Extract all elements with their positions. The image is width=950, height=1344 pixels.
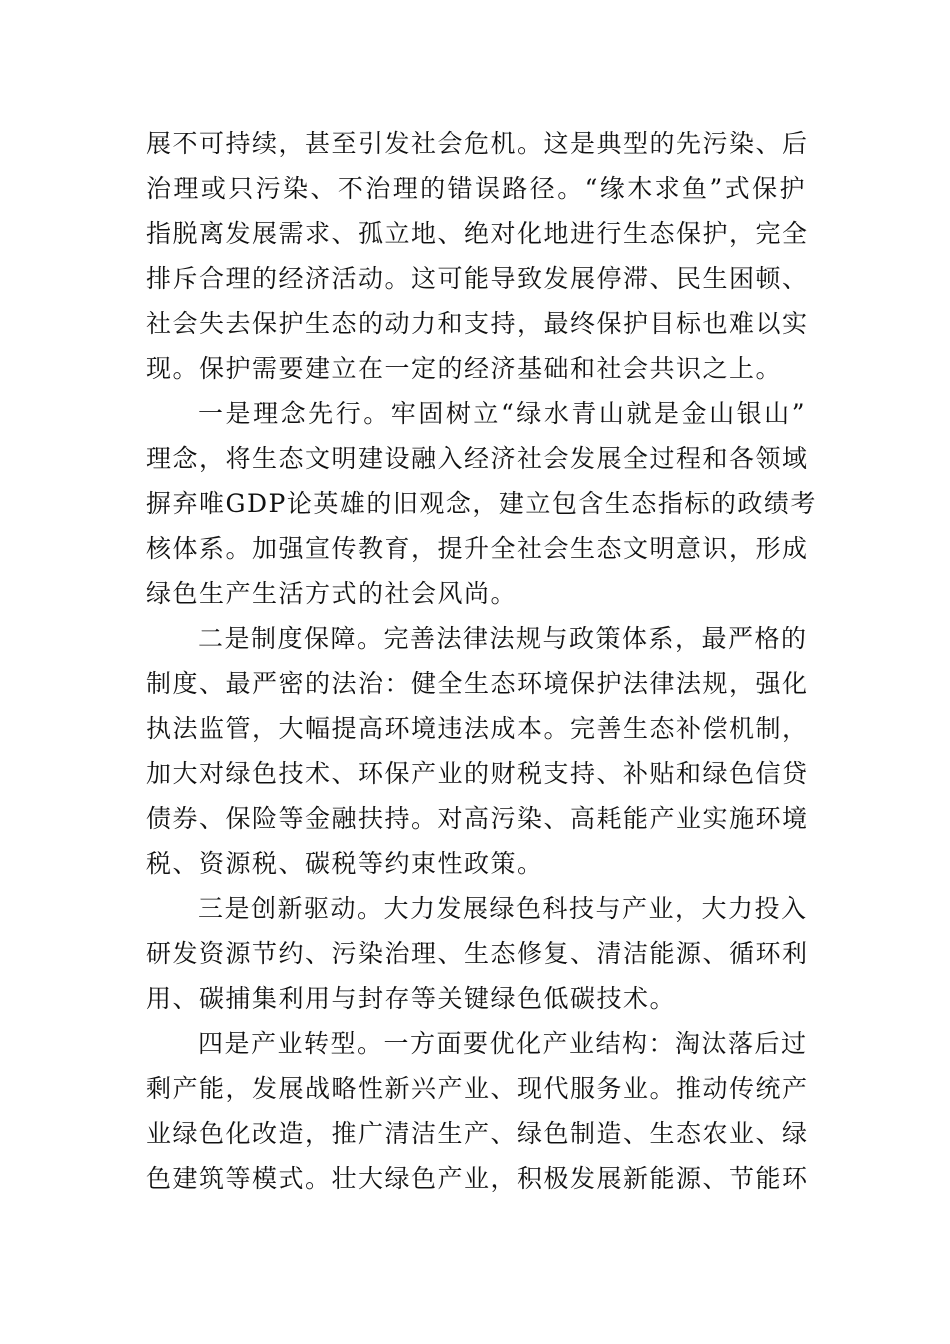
text-line: 研发资源节约、污染治理、生态修复、清洁能源、循环利: [146, 939, 809, 968]
text-line: 排斥合理的经济活动。这可能导致发展停滞、民生困顿、: [146, 264, 809, 293]
paragraph: [146, 121, 809, 391]
document-body: [146, 121, 817, 1201]
text-line: 制度、最严密的法治：健全生态环境保护法律法规，强化: [146, 669, 809, 698]
text-line: 现。保护需要建立在一定的经济基础和社会共识之上。: [146, 354, 783, 383]
text-line: 用、碳捕集利用与封存等关键绿色低碳技术。: [146, 984, 677, 1013]
paragraph: [146, 1021, 809, 1201]
text-line: 债券、保险等金融扶持。对高污染、高耗能产业实施环境: [146, 804, 809, 833]
text-line: 指脱离发展需求、孤立地、绝对化地进行生态保护，完全: [146, 219, 809, 248]
text-line: 社会失去保护生态的动力和支持，最终保护目标也难以实: [146, 309, 809, 338]
text-line: 理念，将生态文明建设融入经济社会发展全过程和各领域: [146, 444, 809, 473]
text-line: 执法监管，大幅提高环境违法成本。完善生态补偿机制，: [146, 714, 809, 743]
text-line: 摒弃唯GDP论英雄的旧观念，建立包含生态指标的政绩考: [146, 489, 817, 518]
text-line: 业绿色化改造，推广清洁生产、绿色制造、生态农业、绿: [146, 1119, 809, 1148]
text-line: 二是制度保障。完善法律法规与政策体系，最严格的: [198, 624, 808, 653]
paragraph: [146, 616, 809, 886]
paragraph: [146, 391, 817, 616]
text-line: 三是创新驱动。大力发展绿色科技与产业，大力投入: [198, 894, 808, 923]
paragraph: [146, 886, 809, 1021]
text-line: 一是理念先行。牢固树立“绿水青山就是金山银山”: [198, 399, 806, 428]
text-line: 加大对绿色技术、环保产业的财税支持、补贴和绿色信贷: [146, 759, 809, 788]
text-line: 四是产业转型。一方面要优化产业结构：淘汰落后过: [198, 1029, 808, 1058]
text-line: 色建筑等模式。壮大绿色产业，积极发展新能源、节能环: [146, 1164, 809, 1193]
text-line: 治理或只污染、不治理的错误路径。“缘木求鱼”式保护: [146, 174, 806, 203]
text-line: 绿色生产生活方式的社会风尚。: [146, 579, 518, 608]
text-line: 展不可持续，甚至引发社会危机。这是典型的先污染、后: [146, 129, 809, 158]
text-line: 核体系。加强宣传教育，提升全社会生态文明意识，形成: [146, 534, 809, 563]
text-line: 税、资源税、碳税等约束性政策。: [146, 849, 544, 878]
text-line: 剩产能，发展战略性新兴产业、现代服务业。推动传统产: [146, 1074, 809, 1103]
